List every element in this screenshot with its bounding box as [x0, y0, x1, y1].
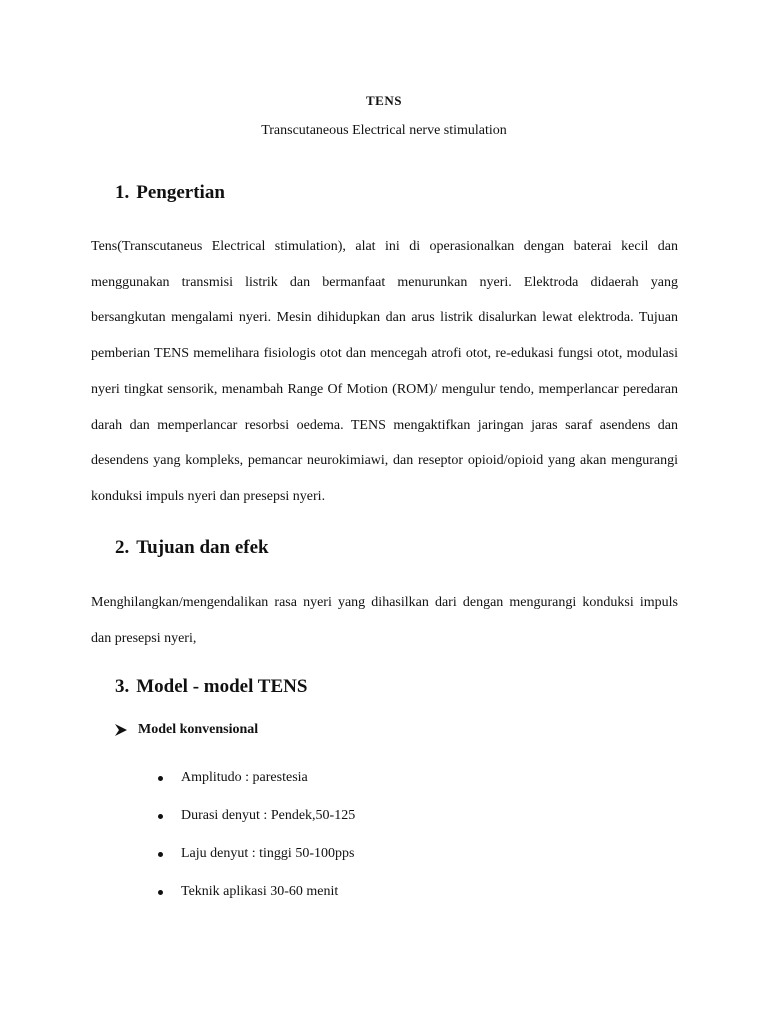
bullet-dot-icon: [158, 814, 163, 819]
list-item: [158, 759, 355, 797]
list-item: [158, 873, 355, 911]
section-heading-model: [115, 676, 307, 698]
document-title: TENS: [366, 93, 402, 108]
section-title: Tujuan dan efek: [136, 537, 269, 558]
list-item: [158, 835, 355, 873]
section-paragraph-pengertian: Tens(Transcutaneus Electrical stimulation), alat ini di operasionalkan dengan baterai kecil dan menggunakan transmisi listrik dan bermanfaat menurunkan nyeri. Elektroda didaerah yang bersangkutan mengalami nyeri. Mesin dihidupkan dan arus listrik disalurkan lewat elektroda. Tujuan pemberian TENS memelihara fisiologis otot dan mencegah atrofi otot, re-edukasi fungsi otot, modulasi nyeri tingkat sensorik, menambah Range Of Motion (ROM)/ mengulur tendo, memperlancar peredaran darah dan memperlancar resorbsi oedema. TENS mengaktifkan jaringan jaras saraf asendens dan desendens yang kompleks, pemancar neurokimiawi, dan reseptor opioid/opioid yang akan mengurangi konduksi impuls nyeri dan presepsi nyeri.: [91, 239, 678, 504]
document-subtitle: Transcutaneous Electrical nerve stimulation: [261, 123, 507, 138]
bullet-dot-icon: [158, 852, 163, 857]
section-title: Pengertian: [136, 182, 225, 203]
section-number: 2.: [115, 537, 130, 558]
model-konvensional-list: [158, 759, 355, 911]
section-number: 3.: [115, 676, 130, 697]
list-item: [158, 797, 355, 835]
bullet-dot-icon: [158, 776, 163, 781]
subheading-model-konvensional: [114, 722, 258, 738]
section-title: Model - model TENS: [136, 676, 308, 697]
list-item-text: Amplitudo : parestesia: [181, 770, 308, 785]
arrowhead-bullet-icon: [114, 723, 128, 737]
section-paragraph-tujuan: Menghilangkan/mengendalikan rasa nyeri yang dihasilkan dari dengan mengurangi konduksi impuls dan presepsi nyeri,: [91, 595, 678, 646]
bullet-dot-icon: [158, 890, 163, 895]
section-number: 1.: [115, 182, 130, 203]
list-item-text: Durasi denyut : Pendek,50-125: [181, 808, 356, 823]
list-item-text: Teknik aplikasi 30-60 menit: [181, 884, 339, 899]
list-item-text: Laju denyut : tinggi 50-100pps: [181, 846, 355, 861]
section-heading-tujuan: [115, 537, 269, 559]
subheading-label: Model konvensional: [138, 722, 259, 737]
section-heading-pengertian: [115, 182, 225, 204]
